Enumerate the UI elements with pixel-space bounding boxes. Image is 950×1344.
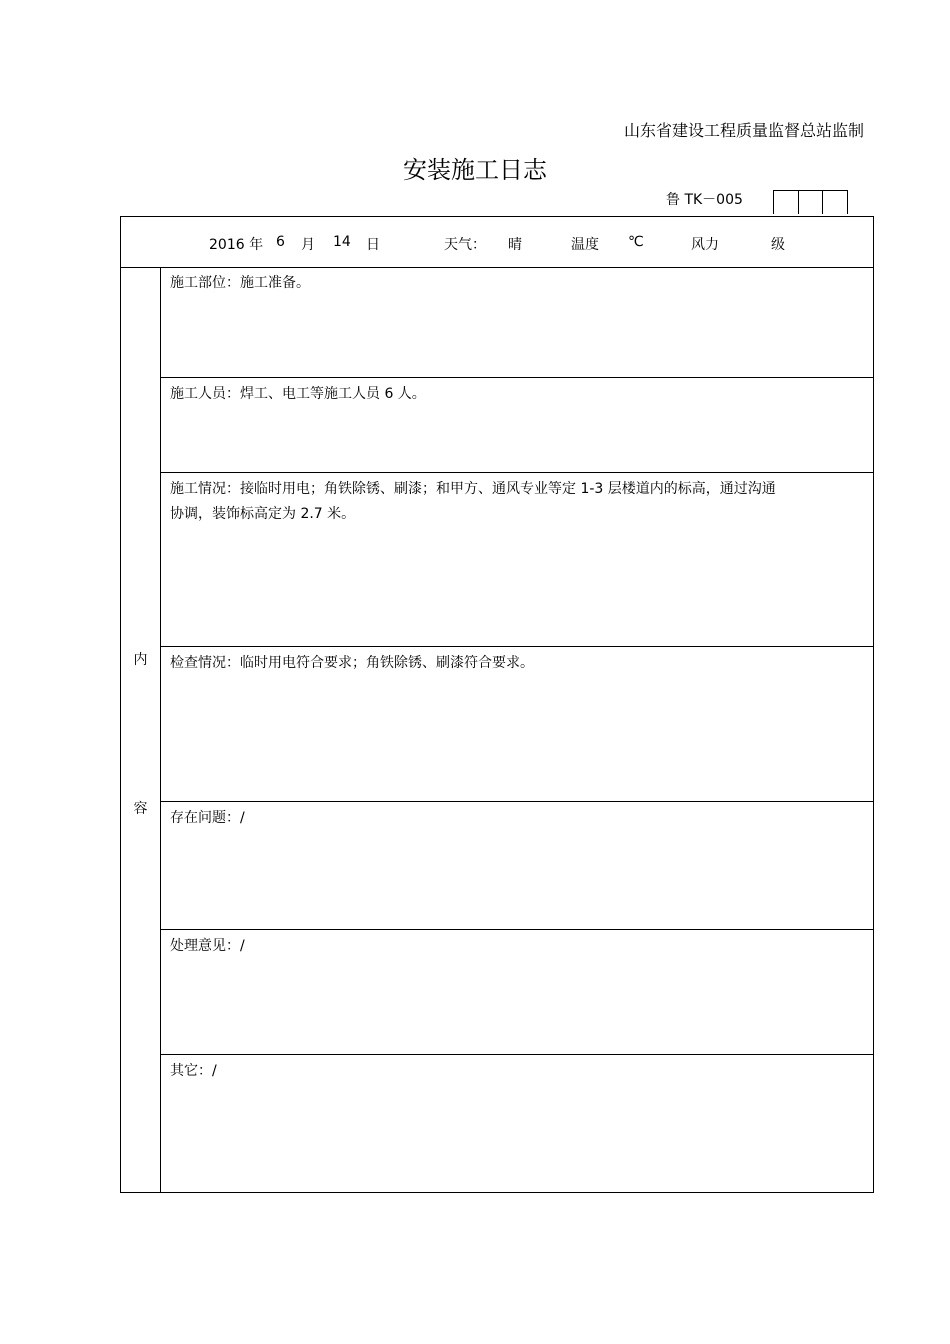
temperature-label: 温度 bbox=[571, 237, 599, 253]
progress-text-line2: 协调，装饰标高定为 2.7 米。 bbox=[170, 506, 356, 522]
issuer-text: 山东省建设工程质量监督总站监制 bbox=[623, 121, 864, 140]
progress-text-line1: 施工情况：接临时用电；角铁除锈、刷漆；和甲方、通风专业等定 1-3 层楼道内的标高，通过沟通 bbox=[170, 481, 776, 497]
year: 2016 年 bbox=[209, 237, 264, 253]
personnel-text: 施工人员：焊工、电工等施工人员 6 人。 bbox=[170, 386, 426, 402]
section-progress bbox=[161, 473, 873, 647]
month-label: 月 bbox=[301, 237, 315, 253]
form-code: 鲁 TK－005 bbox=[666, 192, 743, 208]
temperature-unit: ℃ bbox=[628, 234, 644, 250]
document-title: 安装施工日志 bbox=[403, 156, 547, 184]
section-issues bbox=[161, 802, 873, 930]
section-handling bbox=[161, 930, 873, 1055]
day-label: 日 bbox=[366, 237, 380, 253]
handling-text: 处理意见：/ bbox=[170, 938, 245, 954]
log-table bbox=[120, 216, 874, 1193]
date-weather-row bbox=[121, 217, 873, 268]
issues-text: 存在问题：/ bbox=[170, 810, 245, 826]
month-value: 6 bbox=[276, 234, 285, 250]
section-location bbox=[161, 267, 873, 378]
page-box bbox=[799, 191, 824, 214]
side-char-rong: 容 bbox=[133, 801, 148, 817]
page-number-boxes bbox=[773, 190, 848, 214]
section-personnel bbox=[161, 378, 873, 473]
content-side-label bbox=[121, 267, 161, 1192]
weather-value: 晴 bbox=[508, 237, 522, 253]
wind-unit: 级 bbox=[771, 237, 785, 253]
section-inspection bbox=[161, 647, 873, 802]
day-value: 14 bbox=[333, 234, 351, 250]
wind-label: 风力 bbox=[691, 237, 719, 253]
section-other bbox=[161, 1055, 873, 1192]
side-char-nei: 内 bbox=[133, 652, 148, 668]
page-box bbox=[823, 191, 847, 214]
inspection-text: 检查情况：临时用电符合要求；角铁除锈、刷漆符合要求。 bbox=[170, 655, 534, 671]
location-text: 施工部位：施工准备。 bbox=[170, 275, 310, 291]
page-box bbox=[774, 191, 799, 214]
other-text: 其它：/ bbox=[170, 1063, 217, 1079]
weather-label: 天气： bbox=[444, 237, 486, 253]
